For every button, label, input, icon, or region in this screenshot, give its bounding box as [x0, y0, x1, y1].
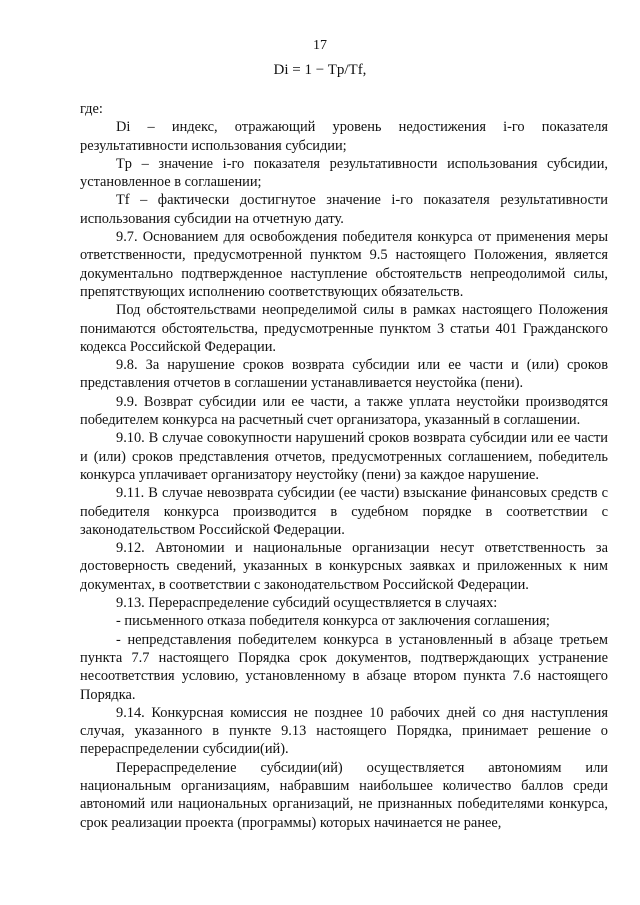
document-body — [80, 100, 608, 832]
clause-9-7: 9.7. Основанием для освобождения победителя конкурса от применения меры ответственности, предусмотренной пунктом 9.5 настоящего Положения, является документально подтвержденное наступление обстоятельств непреодолимой силы, препятствующих исполнению соответствующих обязательств. — [80, 229, 608, 300]
list-item-non-submission: - непредставления победителем конкурса в установленный в абзаце третьем пункта 7.7 настоящего Порядка срок документов, подтверждающих устранение несоответствия условию, установленному в абзаце втором пункта 7.6 настоящего Порядка. — [80, 631, 608, 703]
list-item-refusal: - письменного отказа победителя конкурса от заключения соглашения; — [116, 613, 550, 630]
clause-9-10: 9.10. В случае совокупности нарушений сроков возврата субсидии или ее части и (или) сроков представления отчетов, предусмотренных соглашением, победитель конкурса уплачивает организатору неустойку (пени) за каждое нарушение. — [80, 430, 608, 483]
formula: Di = 1 − Tp/Tf, — [273, 62, 367, 78]
clause-9-14: 9.14. Конкурсная комиссия не позднее 10 рабочих дней со дня наступления случая, указанного в пункте 9.13 настоящего Порядка, принимает решение о перераспределении субсидии(ий). — [80, 704, 608, 758]
clause-9-13: 9.13. Перераспределение субсидий осуществляется в случаях: — [116, 595, 498, 612]
redistribution-paragraph: Перераспределение субсидии(ий) осуществляется автономиям или национальным организациям, набравшим наибольшее количество баллов среди автономий или национальных организаций, не признанных победителями конкурса, срок реализации проекта (программы) которых начинается не ранее, — [80, 759, 608, 831]
definition-di: Di – индекс, отражающий уровень недостижения i-го показателя результативности использования субсидии; — [80, 119, 608, 154]
clause-9-11: 9.11. В случае невозврата субсидии (ее части) взыскание финансовых средств с победителя конкурса производится в судебном порядке в соответствии с законодательством Российской Федерации. — [80, 485, 608, 538]
where-label: где: — [80, 101, 103, 117]
definition-tf: Tf – фактически достигнутое значение i-го показателя результативности использования субсидии на отчетную дату. — [80, 192, 608, 227]
force-majeure-paragraph: Под обстоятельствами неопределимой силы в рамках настоящего Положения понимаются обстоятельства, предусмотренные пунктом 3 статьи 401 Гражданского кодекса Российской Федерации. — [80, 302, 608, 355]
page-number: 17 — [313, 38, 327, 53]
clause-9-9: 9.9. Возврат субсидии или ее части, а также уплата неустойки производятся победителем конкурса на расчетный счет организатора, указанный в соглашении. — [80, 393, 608, 429]
clause-9-12: 9.12. Автономии и национальные организации несут ответственность за достоверность сведений, указанных в конкурсных заявках и приложенных к ним документах, в соответствии с законодательством Российской Федерации. — [80, 540, 608, 593]
clause-9-8: 9.8. За нарушение сроков возврата субсидии или ее части и (или) сроков представления отчетов в соглашении устанавливается неустойка (пени). — [80, 357, 608, 392]
definition-tp: Tp – значение i-го показателя результативности использования субсидии, установленное в соглашении; — [80, 155, 608, 191]
